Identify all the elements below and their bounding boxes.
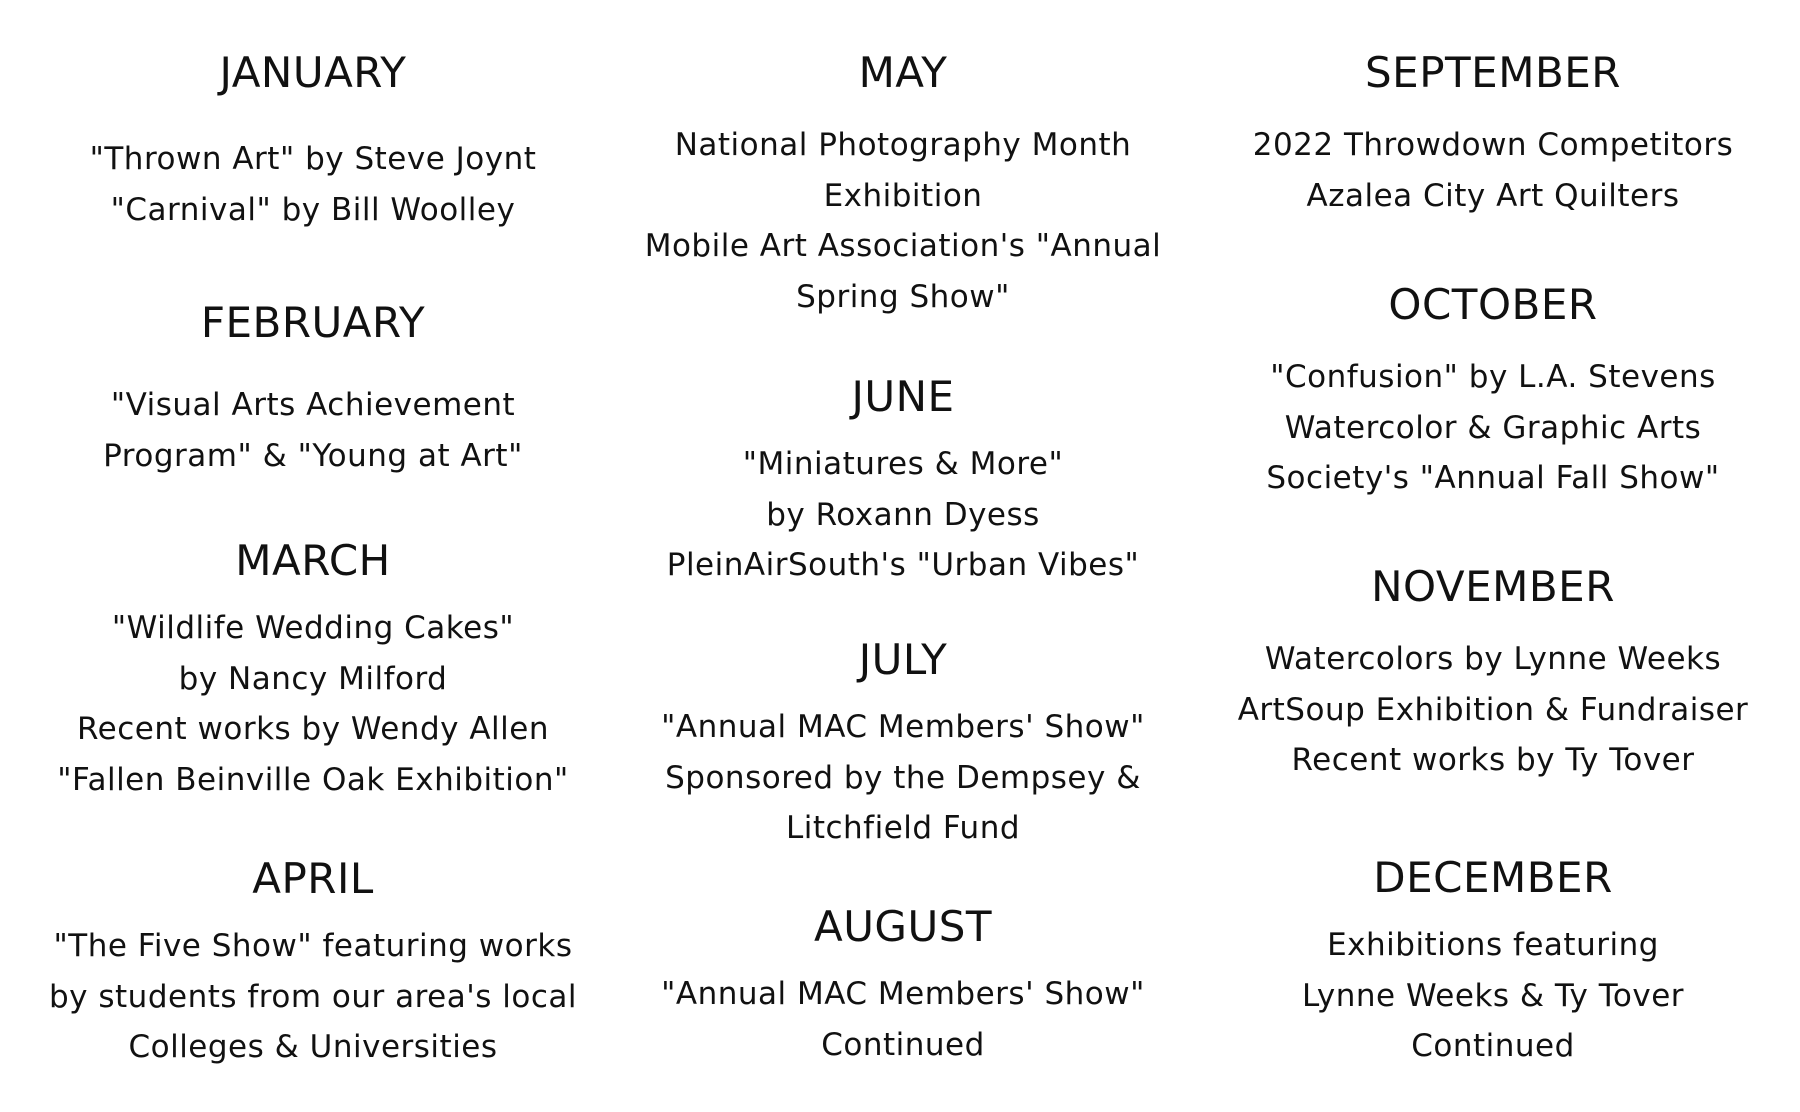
month-exhibitions	[1253, 120, 1734, 221]
month-exhibitions	[661, 702, 1145, 854]
month-exhibitions	[667, 439, 1140, 591]
exhibition-line: "Miniatures & More"	[742, 446, 1064, 482]
exhibition-line: Watercolors by Lynne Weeks	[1264, 641, 1722, 677]
exhibition-line: Watercolor & Graphic Arts	[1284, 409, 1702, 446]
month-block-december	[1301, 853, 1685, 1072]
month-heading: OCTOBER	[1388, 280, 1598, 329]
month-block-may	[644, 48, 1162, 322]
exhibition-line: Recent works by Wendy Allen	[77, 711, 549, 747]
month-block-july	[661, 635, 1145, 854]
exhibition-line: "The Five Show" featuring works	[53, 928, 573, 964]
exhibition-line: PleinAirSouth's "Urban Vibes"	[666, 547, 1140, 583]
month-heading: AUGUST	[813, 902, 993, 951]
exhibition-line: Azalea City Art Quilters	[1306, 177, 1680, 214]
exhibition-line: "Annual MAC Members' Show"	[661, 976, 1145, 1012]
month-exhibitions	[1266, 352, 1719, 504]
month-heading: NOVEMBER	[1371, 562, 1615, 611]
exhibition-line: by students from our area's local	[49, 978, 577, 1015]
month-block-august	[661, 902, 1145, 1070]
exhibition-line: Litchfield Fund	[785, 810, 1021, 846]
month-heading: MARCH	[235, 536, 391, 585]
exhibition-line: "Fallen Beinville Oak Exhibition"	[57, 761, 569, 798]
exhibition-line: National Photography Month	[674, 127, 1132, 163]
month-heading: JULY	[858, 635, 948, 684]
exhibition-line: "Confusion" by L.A. Stevens	[1270, 359, 1716, 395]
month-block-november	[1237, 562, 1749, 786]
month-block-february	[103, 298, 523, 481]
exhibition-line: "Annual MAC Members' Show"	[661, 709, 1145, 745]
month-exhibitions	[90, 134, 537, 235]
exhibition-line: Spring Show"	[796, 278, 1010, 315]
month-block-october	[1266, 280, 1720, 504]
exhibition-line: by Nancy Milford	[178, 660, 448, 697]
month-block-march	[57, 536, 569, 805]
exhibition-line: "Thrown Art" by Steve Joynt	[89, 141, 537, 177]
exhibition-line: Program" & "Young at Art"	[103, 437, 523, 474]
month-block-january	[89, 48, 537, 235]
month-exhibitions	[57, 603, 569, 805]
month-heading: DECEMBER	[1373, 853, 1613, 902]
exhibition-line: Continued	[1411, 1028, 1575, 1064]
exhibition-line: "Wildlife Wedding Cakes"	[111, 610, 515, 646]
exhibition-line: "Carnival" by Bill Woolley	[110, 191, 516, 228]
exhibition-line: Sponsored by the Dempsey &	[665, 759, 1141, 796]
month-heading: JANUARY	[219, 48, 407, 97]
exhibition-line: by Roxann Dyess	[766, 496, 1040, 533]
month-exhibitions	[103, 380, 523, 481]
month-block-april	[49, 854, 577, 1073]
exhibition-line: Exhibition	[823, 177, 983, 214]
exhibition-line: Continued	[821, 1026, 985, 1063]
exhibition-line: ArtSoup Exhibition & Fundraiser	[1237, 691, 1749, 728]
month-exhibitions	[1238, 634, 1749, 786]
month-heading: JUNE	[851, 372, 955, 421]
exhibition-line: 2022 Throwdown Competitors	[1252, 127, 1734, 163]
exhibition-line: Lynne Weeks & Ty Tover	[1301, 977, 1685, 1014]
exhibition-line: Colleges & Universities	[128, 1029, 498, 1065]
month-heading: SEPTEMBER	[1365, 48, 1621, 97]
month-exhibitions	[49, 921, 577, 1073]
month-block-september	[1252, 48, 1734, 221]
month-exhibitions	[661, 969, 1145, 1070]
exhibition-line: Recent works by Ty Tover	[1291, 742, 1695, 778]
exhibition-line: "Visual Arts Achievement	[110, 387, 516, 423]
exhibition-line: Society's "Annual Fall Show"	[1266, 460, 1720, 496]
exhibition-line: Exhibitions featuring	[1327, 927, 1659, 963]
month-block-june	[666, 372, 1140, 591]
month-heading: MAY	[858, 48, 948, 97]
month-exhibitions	[1302, 920, 1684, 1072]
month-heading: FEBRUARY	[200, 298, 426, 347]
month-heading: APRIL	[252, 854, 374, 903]
month-exhibitions	[645, 120, 1162, 322]
exhibition-line: Mobile Art Association's "Annual	[644, 228, 1162, 264]
